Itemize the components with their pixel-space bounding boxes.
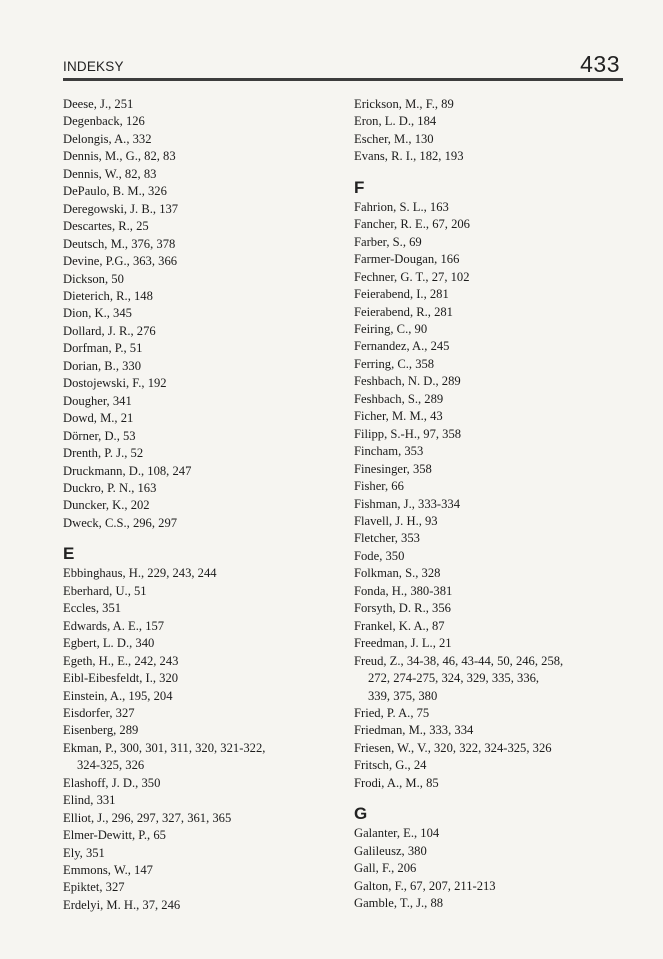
- index-entry: Farber, S., 69: [354, 234, 422, 249]
- index-entry: Fonda, H., 380-381: [354, 583, 453, 598]
- index-entry: Feiring, C., 90: [354, 321, 428, 336]
- index-entry: Drenth, P. J., 52: [63, 446, 144, 461]
- index-column-right: [354, 96, 624, 912]
- index-entry: Elind, 331: [63, 793, 116, 808]
- index-entry: Fritsch, G., 24: [354, 758, 427, 773]
- index-entry: DePaulo, B. M., 326: [63, 184, 167, 199]
- index-entry: Dieterich, R., 148: [63, 288, 153, 303]
- index-entry: Galileusz, 380: [354, 843, 427, 858]
- index-entry: Erdelyi, M. H., 37, 246: [63, 897, 181, 912]
- index-entry: Elliot, J., 296, 297, 327, 361, 365: [63, 810, 232, 825]
- index-entry: Flavell, J. H., 93: [354, 513, 438, 528]
- index-entry: Feshbach, S., 289: [354, 391, 444, 406]
- index-entry: Gall, F., 206: [354, 861, 417, 876]
- index-entry: Dostojewski, F., 192: [63, 376, 167, 391]
- index-entry: Epiktet, 327: [63, 880, 125, 895]
- index-entry: Ekman, P., 300, 301, 311, 320, 321-322,: [63, 740, 266, 755]
- index-entry: Fried, P. A., 75: [354, 705, 430, 720]
- index-entry: Deese, J., 251: [63, 97, 134, 111]
- index-entry: Feierabend, I., 281: [354, 287, 449, 302]
- index-entry: Fisher, 66: [354, 479, 404, 494]
- index-entry: Friesen, W., V., 320, 322, 324-325, 326: [354, 740, 552, 755]
- index-entry: Duncker, K., 202: [63, 498, 150, 513]
- index-entry: Fechner, G. T., 27, 102: [354, 269, 470, 284]
- index-entry: Einstein, A., 195, 204: [63, 688, 173, 703]
- index-entry: Edwards, A. E., 157: [63, 618, 165, 633]
- index-entry: Elashoff, J. D., 350: [63, 775, 161, 790]
- index-entry: Eccles, 351: [63, 601, 122, 616]
- index-entry: Finesinger, 358: [354, 461, 432, 476]
- index-entry: Eron, L. D., 184: [354, 114, 437, 129]
- index-entry: Dowd, M., 21: [63, 411, 134, 426]
- index-entry: Feshbach, N. D., 289: [354, 374, 461, 389]
- index-entry: Deutsch, M., 376, 378: [63, 236, 176, 251]
- index-entry: Fahrion, S. L., 163: [354, 199, 449, 214]
- index-entry: Egbert, L. D., 340: [63, 636, 155, 651]
- index-entry: Eberhard, U., 51: [63, 583, 147, 598]
- index-entry: Eibl-Eibesfeldt, I., 320: [63, 671, 179, 686]
- index-entry: Feierabend, R., 281: [354, 304, 453, 319]
- index-entry: Friedman, M., 333, 334: [354, 723, 474, 738]
- index-entry: Galanter, E., 104: [354, 826, 440, 841]
- index-column-left: [63, 96, 333, 914]
- index-entry: Dickson, 50: [63, 271, 124, 286]
- index-entry: Degenback, 126: [63, 114, 145, 129]
- index-entry: Duckro, P. N., 163: [63, 480, 157, 495]
- index-entry: Ficher, M. M., 43: [354, 409, 443, 424]
- index-entry: Descartes, R., 25: [63, 219, 149, 234]
- index-entry: Folkman, S., 328: [354, 566, 441, 581]
- index-entry: Dollard, J. R., 276: [63, 323, 156, 338]
- index-entry: Frodi, A., M., 85: [354, 775, 439, 790]
- running-head: INDEKSY: [63, 59, 124, 74]
- index-entry: 339, 375, 380: [368, 688, 438, 703]
- index-entry: Druckmann, D., 108, 247: [63, 463, 192, 478]
- index-entry: Egeth, H., E., 242, 243: [63, 653, 179, 668]
- section-letter-f: F: [354, 177, 365, 197]
- index-entry: Delongis, A., 332: [63, 131, 152, 146]
- section-letter-g: G: [354, 804, 368, 824]
- index-entry: Escher, M., 130: [354, 131, 434, 146]
- index-entry: Farmer-Dougan, 166: [354, 252, 460, 267]
- index-entry: Eisdorfer, 327: [63, 705, 135, 720]
- index-entry: Ferring, C., 358: [354, 356, 435, 371]
- index-entry: Freud, Z., 34-38, 46, 43-44, 50, 246, 258,: [354, 653, 564, 668]
- index-entry: Emmons, W., 147: [63, 863, 153, 878]
- index-entry: Frankel, K. A., 87: [354, 618, 445, 633]
- index-entry: Fode, 350: [354, 548, 405, 563]
- index-entry: Fernandez, A., 245: [354, 339, 450, 354]
- index-entry: Dorfman, P., 51: [63, 341, 143, 356]
- index-entry: Fishman, J., 333-334: [354, 496, 461, 511]
- header-rule: [63, 78, 623, 81]
- index-entry: 272, 274-275, 324, 329, 335, 336,: [368, 671, 540, 686]
- index-entry: Filipp, S.-H., 97, 358: [354, 426, 462, 441]
- index-entry: Dennis, M., G., 82, 83: [63, 149, 176, 164]
- index-entry: Freedman, J. L., 21: [354, 636, 452, 651]
- index-entry: Ely, 351: [63, 845, 105, 860]
- index-entry: Dweck, C.S., 296, 297: [63, 515, 178, 530]
- index-entry: Galton, F., 67, 207, 211-213: [354, 878, 496, 893]
- index-entry: Devine, P.G., 363, 366: [63, 254, 178, 269]
- index-entry: Dorian, B., 330: [63, 358, 142, 373]
- index-entry: Dörner, D., 53: [63, 428, 136, 443]
- index-entry: Deregowski, J. B., 137: [63, 201, 179, 216]
- index-entry: Fincham, 353: [354, 444, 424, 459]
- index-entry: Forsyth, D. R., 356: [354, 601, 451, 616]
- index-entry: Eisenberg, 289: [63, 723, 139, 738]
- index-entry: Erickson, M., F., 89: [354, 97, 454, 111]
- index-entry: Fancher, R. E., 67, 206: [354, 217, 470, 232]
- index-entry: Dougher, 341: [63, 393, 132, 408]
- index-entry: Dion, K., 345: [63, 306, 132, 321]
- section-letter-e: E: [63, 544, 75, 564]
- page-header: [63, 50, 620, 80]
- page-number: 433: [580, 51, 620, 77]
- index-entry: Ebbinghaus, H., 229, 243, 244: [63, 566, 217, 581]
- index-entry: Gamble, T., J., 88: [354, 896, 444, 911]
- index-entry: Dennis, W., 82, 83: [63, 166, 157, 181]
- index-entry: Elmer-Dewitt, P., 65: [63, 828, 166, 843]
- index-entry: 324-325, 326: [77, 758, 145, 773]
- index-entry: Fletcher, 353: [354, 531, 420, 546]
- index-entry: Evans, R. I., 182, 193: [354, 149, 464, 164]
